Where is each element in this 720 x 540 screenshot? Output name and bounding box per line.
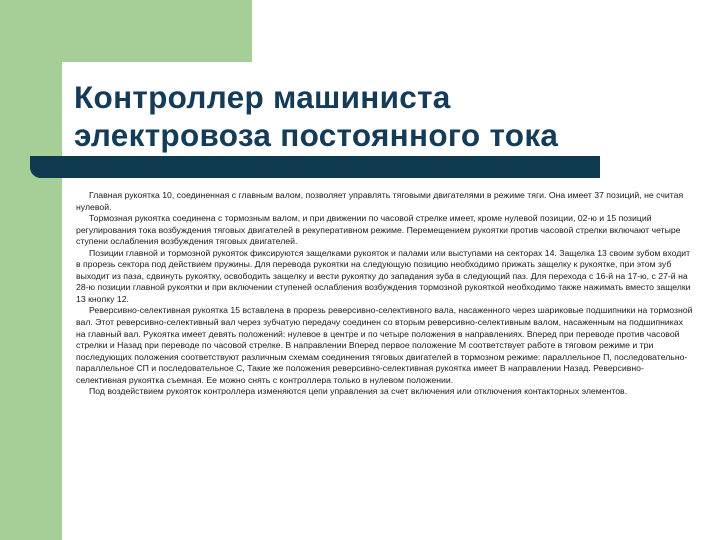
paragraph-1: Главная рукоятка 10, соединенная с главным валом, позволяет управлять тяговыми двигателями в режиме тяги. Она имеет 37 позиций, не считая нулевой. — [76, 190, 684, 212]
title-line-1: Контроллер машиниста — [74, 79, 451, 115]
paragraph-2: Тормозная рукоятка соединена с тормозным валом, и при движении по часовой стрелке имеет, кроме нулевой позиции, 02-ю и 15 позиций регулирования тока возбуждения тяговых двигателей в рекуперативном режиме. Перемещением рукоятки против часовой стрелки включают четыре ступени ослабления возбуждения тяговых двигателей. — [76, 213, 681, 247]
slide-body — [76, 190, 694, 398]
paragraph-4: Реверсивно-селективная рукоятка 15 вставлена в прорезь реверсивно-селективного вала, насаженного через шариковые подшипники на тормозной вал. Этот реверсивно-селективный вал через зубчатую передачу соединен со вторым реверсивно-селективным валом, насаженным на подшипниках на главный вал. Рукоятка имеет девять положений: нулевое в центре и по четыре положения в направлениях. Вперед при переводе против часовой стрелки и Назад при переводе по часовой стрелке. В направлении Вперед первое положение М соответствует работе в тяговом режиме и три последующих положения соответствуют различным схемам соединения тяговых двигателей в тормозном режиме: параллельное П, последовательно-параллельное СП и последовательное С, Такие же положения реверсивно-селективная рукоятка имеет В направлении Назад. Реверсивно-селективная рукоятка съемная. Ее можно снять с контроллера только в нулевом положении. — [76, 305, 693, 385]
title-divider-bar — [30, 156, 600, 178]
paragraph-5: Под воздействием рукояток контроллера изменяются цепи управления за счет включения или отключения контакторных элементов. — [89, 386, 628, 397]
paragraph-3: Позиции главной и тормозной рукояток фиксируются защелками рукояток и палами или выступами на секторах 14. Защелка 13 своим зубом входит в прорезь сектора под действием пружины. Для перевода рукоятки на следующую позицию необходимо прижать защелку к рукоятке, при этом зуб выходит из паза, сдвинуть рукоятку, освободить защелку и вести рукоятку до западания зуба в следующий паз. Для перехода с 16-й на 17-ю, с 27-й на 28-ю позиции главной рукоятки и при включении ступеней ослабления возбуждения тормозной рукояткой необходимо также нажимать вместо защелки 13 кнопку 12. — [76, 247, 691, 304]
top-green-block — [62, 0, 252, 62]
slide-title — [74, 78, 694, 154]
title-line-2: электровоза постоянного тока — [74, 117, 559, 153]
left-green-stripe — [0, 0, 62, 540]
